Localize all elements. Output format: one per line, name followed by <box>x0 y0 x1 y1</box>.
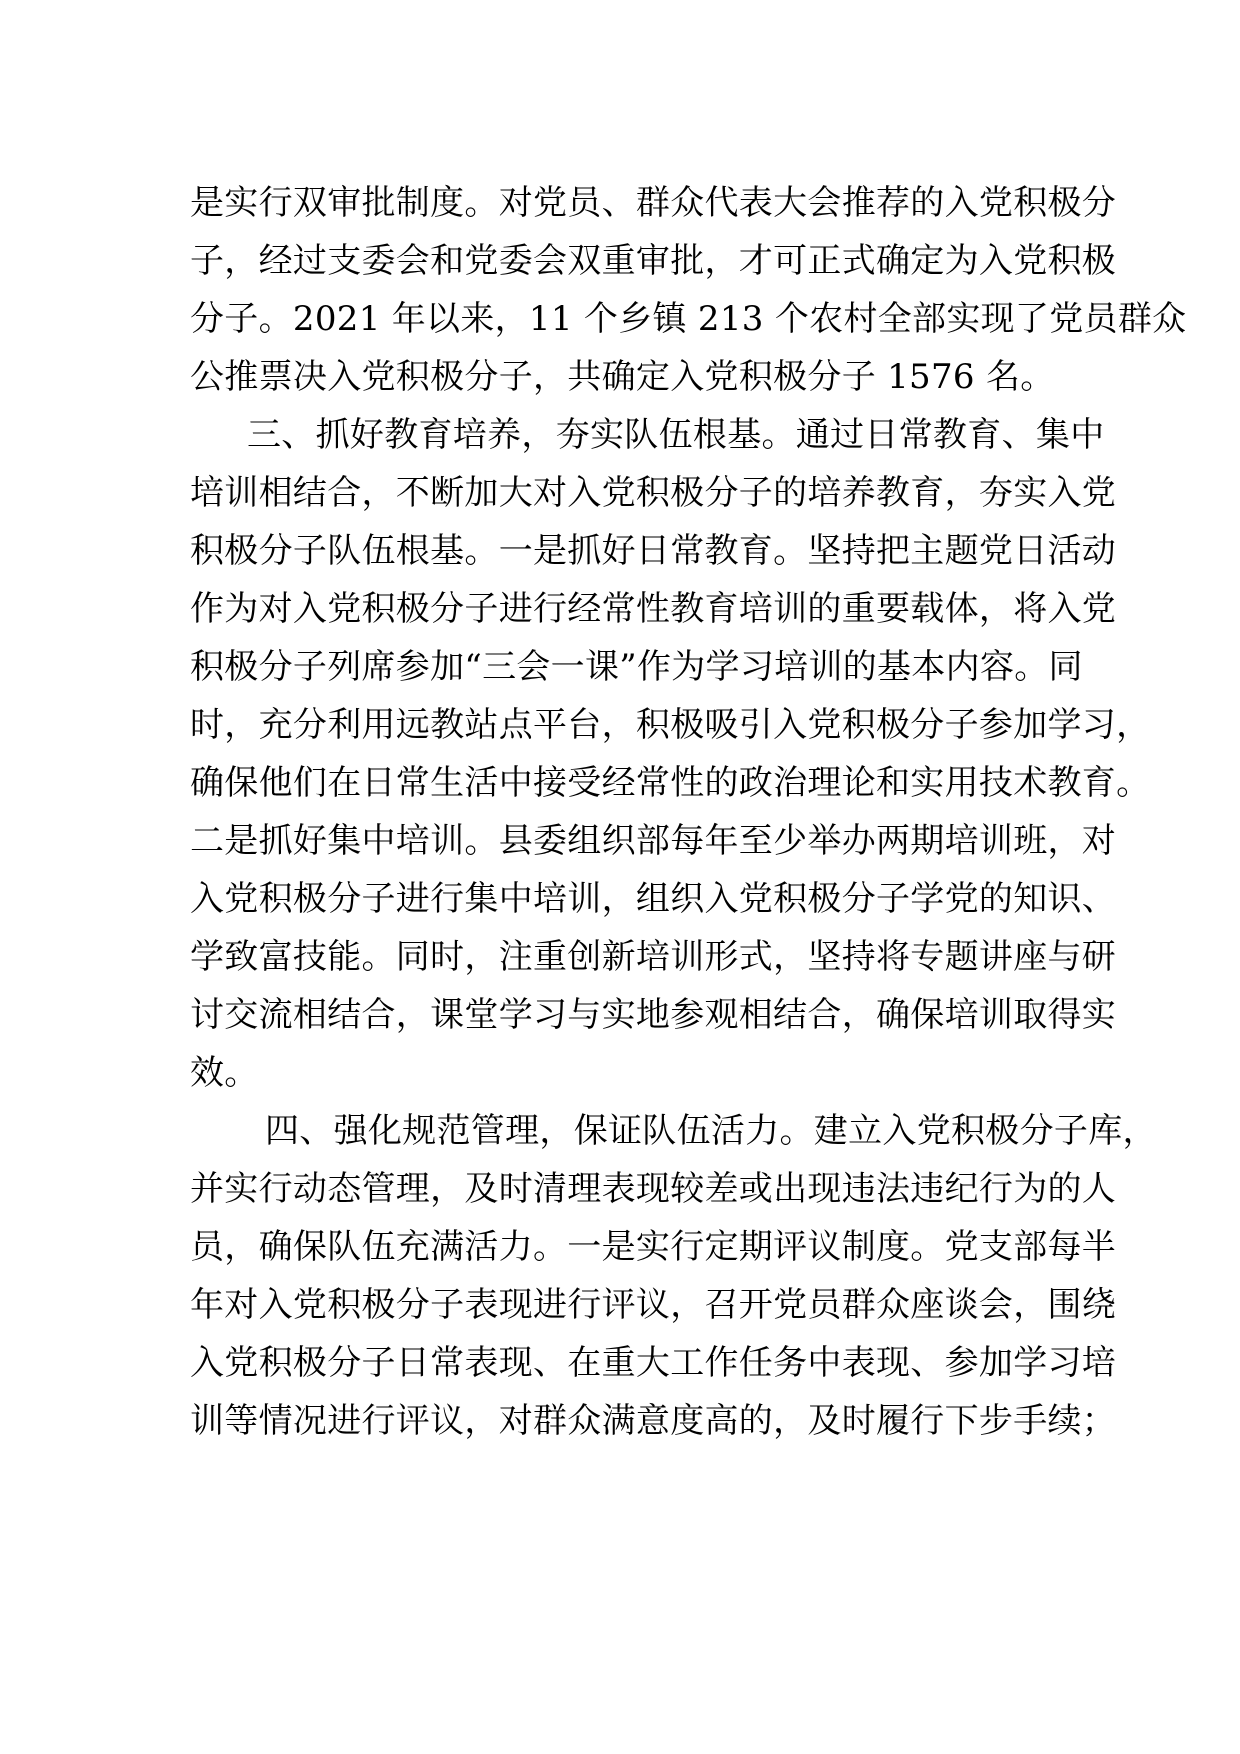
text-line: 四、强化规范管理，保证队伍活力。建立入党积极分子库， <box>265 1111 1157 1151</box>
text-line: 积极分子列席参加“三会一课”作为学习培训的基本内容。同 <box>190 647 1083 687</box>
text-line: 入党积极分子日常表现、在重大工作任务中表现、参加学习培 <box>190 1343 1117 1383</box>
text-line: 讨交流相结合，课堂学习与实地参观相结合，确保培训取得实 <box>190 995 1117 1035</box>
text-line: 培训相结合，不断加大对入党积极分子的培养教育，夯实入党 <box>190 473 1117 513</box>
text-line: 子，经过支委会和党委会双重审批，才可正式确定为入党积极 <box>190 241 1117 281</box>
text-line: 三、抓好教育培养，夯实队伍根基。通过日常教育、集中 <box>247 415 1105 455</box>
text-line: 并实行动态管理，及时清理表现较差或出现违法违纪行为的人 <box>190 1169 1117 1209</box>
text-line: 积极分子队伍根基。一是抓好日常教育。坚持把主题党日活动 <box>190 531 1117 571</box>
text-line: 是实行双审批制度。对党员、群众代表大会推荐的入党积极分 <box>190 183 1117 223</box>
text-line: 公推票决入党积极分子，共确定入党积极分子 1576 名。 <box>190 357 1055 397</box>
text-line: 分子。2021 年以来，11 个乡镇 213 个农村全部实现了党员群众 <box>190 299 1187 339</box>
text-line: 二是抓好集中培训。县委组织部每年至少举办两期培训班，对 <box>190 821 1117 861</box>
text-line: 效。 <box>190 1053 259 1093</box>
text-line: 学致富技能。同时，注重创新培训形式，坚持将专题讲座与研 <box>190 937 1117 977</box>
text-line: 时，充分利用远教站点平台，积极吸引入党积极分子参加学习， <box>190 705 1151 745</box>
text-line: 训等情况进行评议，对群众满意度高的，及时履行下步手续； <box>190 1401 1117 1441</box>
text-line: 作为对入党积极分子进行经常性教育培训的重要载体，将入党 <box>190 589 1117 629</box>
text-line: 员，确保队伍充满活力。一是实行定期评议制度。党支部每半 <box>190 1227 1117 1267</box>
text-line: 年对入党积极分子表现进行评议，召开党员群众座谈会，围绕 <box>190 1285 1117 1325</box>
text-line: 确保他们在日常生活中接受经常性的政治理论和实用技术教育。 <box>190 763 1151 803</box>
text-line: 入党积极分子进行集中培训，组织入党积极分子学党的知识、 <box>190 879 1117 919</box>
